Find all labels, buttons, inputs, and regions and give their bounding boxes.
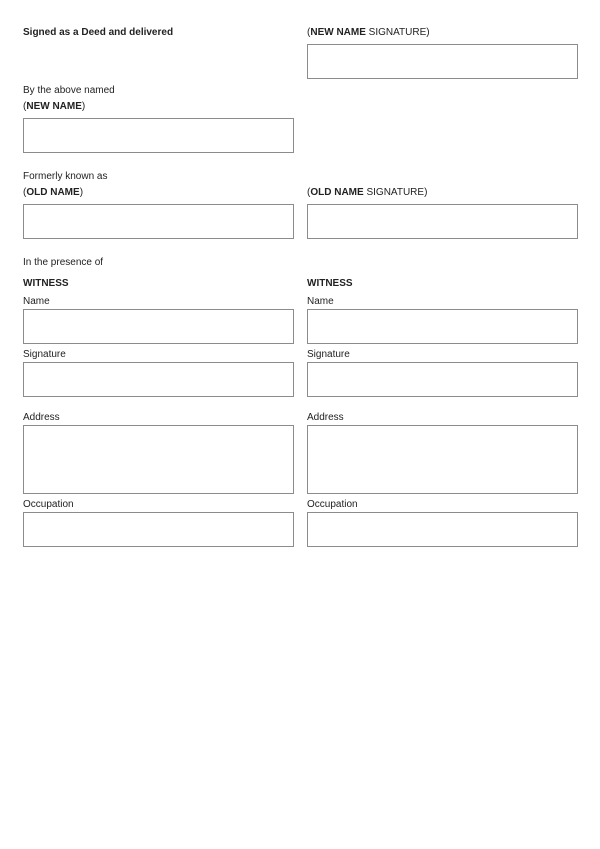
witness-left-signature-field[interactable]	[23, 362, 294, 397]
new-name-signature-label: (NEW NAME SIGNATURE)	[307, 27, 430, 38]
witness-left-address-label: Address	[23, 412, 60, 423]
old-name-signature-label: (OLD NAME SIGNATURE)	[307, 187, 428, 198]
witness-left-occupation-label: Occupation	[23, 499, 74, 510]
signed-as-deed-label: Signed as a Deed and delivered	[23, 27, 174, 38]
witness-right-heading: WITNESS	[307, 278, 353, 289]
witness-left-name-field[interactable]	[23, 309, 294, 344]
witness-right-signature-field[interactable]	[307, 362, 578, 397]
witness-left-name-label: Name	[23, 296, 50, 307]
by-above-named-label: By the above named	[23, 85, 115, 96]
old-name-signature-field[interactable]	[307, 204, 578, 239]
witness-left-signature-label: Signature	[23, 349, 66, 360]
witness-right-occupation-field[interactable]	[307, 512, 578, 547]
witness-left-occupation-field[interactable]	[23, 512, 294, 547]
new-name-field[interactable]	[23, 118, 294, 153]
old-name-field[interactable]	[23, 204, 294, 239]
witness-right-name-label: Name	[307, 296, 334, 307]
formerly-known-as-label: Formerly known as	[23, 171, 108, 182]
new-name-label: (NEW NAME)	[23, 101, 86, 112]
witness-left-address-field[interactable]	[23, 425, 294, 494]
witness-left-heading: WITNESS	[23, 278, 69, 289]
witness-right-name-field[interactable]	[307, 309, 578, 344]
old-name-label: (OLD NAME)	[23, 187, 84, 198]
witness-right-address-label: Address	[307, 412, 344, 423]
witness-right-occupation-label: Occupation	[307, 499, 358, 510]
witness-right-address-field[interactable]	[307, 425, 578, 494]
witness-right-signature-label: Signature	[307, 349, 350, 360]
new-name-signature-field[interactable]	[307, 44, 578, 79]
in-presence-of-label: In the presence of	[23, 257, 104, 268]
